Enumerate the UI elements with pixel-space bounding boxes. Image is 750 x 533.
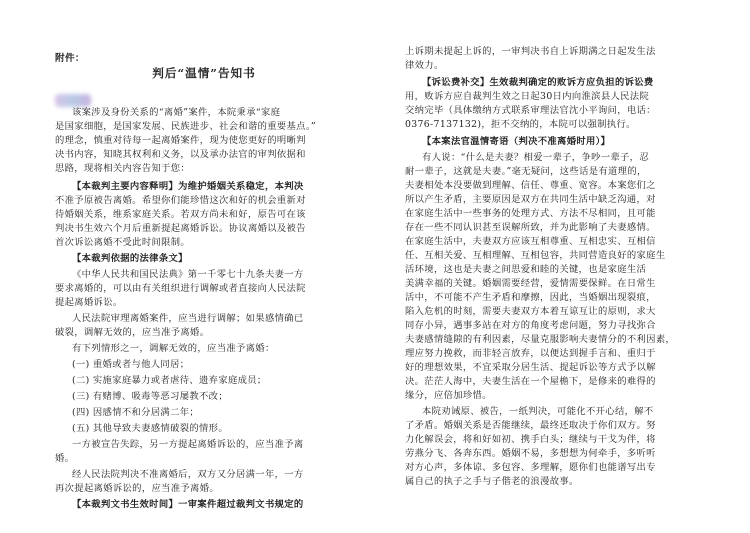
- section-heading: 【本案法官温情寄语（判决不准离婚时用）】: [422, 136, 611, 147]
- text-line: 缘分，应倍加珍惜。: [405, 390, 492, 401]
- text-line: 在家庭生活中一些事务的处理方式、方法不尽相同，且可能: [405, 208, 656, 219]
- text-line: 破裂，调解无效的，应当准予离婚。: [55, 327, 210, 338]
- text-line: 人民法院审理离婚案件，应当进行调解；如果感情确已: [72, 313, 304, 324]
- text-line: 存在一些不同认识甚至误解所致，并为此影响了夫妻感情。: [405, 222, 656, 233]
- list-item: (四) 因感情不和分居满二年；: [72, 407, 200, 418]
- section-heading: 【本裁判文书生效时间】一审案件超过裁判文书规定的: [72, 499, 304, 510]
- text-line: 思路，现将相关内容告知于您：: [55, 163, 191, 174]
- text-line: 婚。: [55, 453, 75, 464]
- section-heading: 【本裁判依据的法律条文】: [72, 253, 188, 264]
- text-line: 对方心声，多体谅、多包容、多理解，愿你们也能谱写出专: [405, 462, 656, 473]
- text-line: 耐一辈子，这就是夫妻。”毫无疑问，这些话是有道理的，: [405, 166, 647, 177]
- text-line: 活中，不可能不产生矛盾和摩擦，因此，当婚姻出现裂痕，: [405, 292, 656, 303]
- text-line: 夫妻感情缝隙的有利因素，尽量克服影响夫妻情分的不利因素，: [405, 334, 676, 345]
- text-line: 再次提起离婚诉讼的，应当准予离婚。: [55, 483, 219, 494]
- text-line: 好的理想效果，不宜采取分居生活、提起诉讼等方式予以解: [405, 362, 656, 373]
- text-line: 同存小异，遇事多站在对方的角度考虑问题，努力寻找弥合: [405, 320, 656, 331]
- text-line: 决书内容，知晓其权利和义务，以及承办法官的审判依据和: [55, 149, 306, 160]
- text-line: 了矛盾。婚姻关系是否能继续，最终还取决于你们双方。努: [405, 420, 656, 431]
- text-line: 陷入危机的时刻，需要夫妻双方本着互谅互让的原则，求大: [405, 306, 656, 317]
- text-line: 待婚姻关系，维系家庭关系。若双方尚未和好，原告可在该: [55, 209, 306, 220]
- text-line: 任、互相关爱、互相理解、互相包容，共同营造良好的家庭生: [405, 250, 666, 261]
- text-line: 本院劝诫原、被告，一纸判决，可能化不开心结，解不: [422, 406, 654, 417]
- text-line: 有人说：“什么是夫妻？相爱一辈子，争吵一辈子，忍: [422, 152, 649, 163]
- attachment-label: 附件：: [55, 53, 85, 64]
- text-line: 首次诉讼离婚不受此时间限制。: [55, 237, 191, 248]
- text-line: 夫妻相处本没要做到理解、信任、尊重、宽容。本案您们之: [405, 180, 656, 191]
- text-line: 一方被宣告失踪，另一方提起离婚诉讼的，应当准予离: [72, 439, 304, 450]
- text-line: 《中华人民共和国民法典》第一千零七十九条夫妻一方: [72, 269, 304, 280]
- section-heading: 【诉讼费补交】生效裁判确定的败诉方应负担的诉讼费: [422, 77, 654, 88]
- text-line: 所以产生矛盾，主要原因是双方在共同生活中缺乏沟通，对: [405, 194, 656, 205]
- text-line: 上诉期未提起上诉的，一审判决书自上诉期满之日起发生法: [405, 46, 656, 57]
- text-line: 不准予原被告离婚。希望你们能珍惜这次和好的机会重新对: [55, 195, 306, 206]
- text-line: 用，败诉方应自裁判生效之日起30日内向淮滨县人民法院: [405, 91, 650, 102]
- list-item: (一) 重婚或者与他人同居；: [72, 359, 190, 370]
- text-line: 经人民法院判决不准离婚后，双方又分居满一年，一方: [72, 469, 304, 480]
- text-line: 决。茫茫人海中，夫妻生活在一个屋檐下，是修来的难得的: [405, 376, 656, 387]
- text-line: 判决书生效六个月后重新提起离婚诉讼。协议离婚以及被告: [55, 223, 306, 234]
- text-line: 该案涉及身份关系的“离婚”案件，本院秉承“家庭: [72, 107, 281, 118]
- text-line: 律效力。: [405, 60, 444, 71]
- text-line: 提起离婚诉讼。: [55, 297, 123, 308]
- list-item: (二) 实施家庭暴力或者虐待、遗弃家庭成员；: [72, 375, 267, 386]
- text-line: 劳燕分飞、各奔东西。婚姻不易，多想想为何牵手，多听听: [405, 448, 656, 459]
- text-line: 活环境，这也是夫妻之间思爱和睦的关键，也是家庭生活: [405, 264, 647, 275]
- text-line: 是国家细胞，是国家发展、民族进步、社会和谐的重要基点。”: [55, 121, 316, 132]
- text-line: 美满幸福的关键。婚姻需要经营，爱情需要保鲜。在日常生: [405, 278, 656, 289]
- list-item: (五) 其他导致夫妻感情破裂的情形。: [72, 423, 228, 434]
- text-line: 的理念，慎重对待每一起离婚案件，现为使您更好的明晰判: [55, 135, 306, 146]
- text-line: 有下列情形之一，调解无效的，应当准予离婚：: [72, 343, 275, 354]
- text-line: 理应努力挽救，而非轻言放弃，以便达到握手言和、重归于: [405, 348, 656, 359]
- text-line: 在家庭生活中，夫妻双方应该互相尊重、互相忠实、互相信: [405, 236, 656, 247]
- text-line: 要求离婚的，可以由有关组织进行调解或者直接向人民法院: [55, 283, 306, 294]
- text-line: 属自己的执子之手与子偕老的浪漫故事。: [405, 476, 579, 487]
- text-line: 0376-7137132)，拒不交纳的，本院可以强制执行。: [405, 119, 636, 130]
- text-line: 交纳完毕（具体缴纳方式联系审理法官沈小平询问，电话：: [405, 105, 656, 116]
- list-item: (三) 有赌博、吸毒等恶习屡教不改；: [72, 391, 228, 402]
- document-title: 判后“温情”告知书: [152, 66, 256, 80]
- text-line: 力化解误会，将和好如初、携手白头；继续与干戈为伴，将: [405, 434, 656, 445]
- section-heading: 【本裁判主要内容释明】为维护婚姻关系稳定，本判决: [72, 181, 304, 192]
